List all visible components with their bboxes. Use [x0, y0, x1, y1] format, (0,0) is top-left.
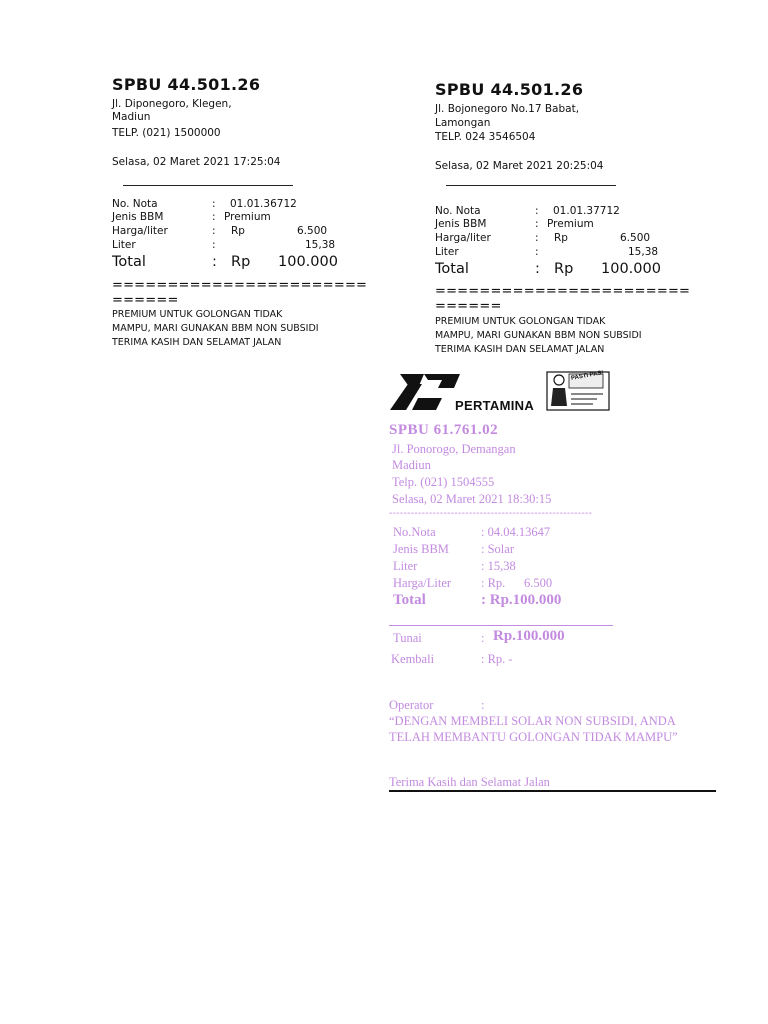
receipt-2-bbm-value: Premium [547, 218, 594, 230]
receipt-2-total-label: Total [435, 261, 469, 277]
receipt-1-harga-colon: : [212, 225, 216, 237]
receipt-3-tunai-value: Rp.100.000 [493, 628, 565, 644]
receipt-1-nota-colon: : [212, 198, 216, 210]
receipt-1-separator [123, 185, 293, 186]
receipt-1-liter-value: 15,38 [305, 239, 336, 251]
receipt-1-address-line2: Madiun [112, 111, 151, 123]
receipt-2-equals-line2: ====== [435, 299, 502, 314]
receipt-2-harga-colon: : [535, 232, 539, 244]
receipt-3-bottom-line [389, 790, 716, 792]
receipt-1-nota-value: 01.01.36712 [230, 198, 297, 210]
receipt-2-nota-colon: : [535, 205, 539, 217]
receipt-1-liter-label: Liter [112, 239, 136, 251]
receipt-2-nota-label: No. Nota [435, 205, 481, 217]
receipt-3-kembali-value: : Rp. - [481, 652, 513, 666]
receipt-2-message-line3: TERIMA KASIH DAN SELAMAT JALAN [435, 344, 605, 355]
receipt-3-operator-colon: : [481, 698, 485, 712]
receipt-3-quote-line2: TELAH MEMBANTU GOLONGAN TIDAK MAMPU” [389, 730, 678, 744]
receipt-2-harga-label: Harga/liter [435, 232, 491, 244]
pasti-pas-text: PASTI PAS! [570, 370, 605, 382]
receipt-3-title: SPBU 61.761.02 [389, 422, 499, 438]
receipt-2-message-line1: PREMIUM UNTUK GOLONGAN TIDAK [435, 316, 606, 327]
receipt-3-address-line1: Jl. Ponorogo, Demangan [392, 442, 516, 456]
receipt-3-harga-value: : Rp. 6.500 [481, 576, 553, 590]
receipt-1-liter-colon: : [212, 239, 216, 251]
receipt-2-address-line1: Jl. Bojonegoro No.17 Babat, [435, 103, 580, 115]
receipt-3-bbm-label: Jenis BBM [393, 542, 449, 556]
receipt-2-telp: TELP. 024 3546504 [435, 131, 536, 143]
receipt-1-bbm-colon: : [212, 211, 216, 223]
receipt-2-total-value: 100.000 [601, 261, 661, 277]
receipt-3-kembali-label: Kembali [391, 652, 435, 666]
receipt-1-harga-value: 6.500 [297, 225, 328, 237]
receipt-1-equals-line2: ====== [112, 293, 179, 308]
receipt-2-address-line2: Lamongan [435, 117, 491, 129]
receipt-1-telp: TELP. (021) 1500000 [112, 127, 221, 139]
receipt-1-total-rp: Rp [231, 254, 251, 270]
receipt-1-bbm-value: Premium [224, 211, 271, 223]
receipt-2-harga-rp: Rp [554, 232, 568, 244]
receipt-1-message-line2: MAMPU, MARI GUNAKAN BBM NON SUBSIDI [112, 323, 319, 334]
receipt-3-total-value: : Rp.100.000 [481, 592, 562, 608]
receipt-2-separator [446, 185, 616, 186]
receipt-1-title: SPBU 44.501.26 [112, 75, 261, 94]
receipt-2-total-colon: : [535, 261, 540, 277]
receipt-3-bbm-value: : Solar [481, 542, 514, 556]
pertamina-brand-text: PERTAMINA [455, 398, 535, 413]
receipt-1-message-line3: TERIMA KASIH DAN SELAMAT JALAN [112, 337, 282, 348]
receipt-3-address-line2: Madiun [392, 458, 431, 472]
receipt-3-dashed-separator: -------------------------------------------------------- [389, 508, 593, 519]
receipt-3-total-label: Total [393, 592, 426, 608]
receipt-3-tunai-label: Tunai [393, 631, 422, 645]
receipt-3-nota-label: No.Nota [393, 525, 436, 539]
receipt-2-liter-colon: : [535, 246, 539, 258]
receipt-2-total-rp: Rp [554, 261, 574, 277]
receipt-1-datetime: Selasa, 02 Maret 2021 17:25:04 [112, 156, 281, 168]
receipt-1-harga-rp: Rp [231, 225, 245, 237]
receipt-3-quote-line1: “DENGAN MEMBELI SOLAR NON SUBSIDI, ANDA [389, 714, 676, 728]
receipt-3-liter-label: Liter [393, 559, 418, 573]
receipt-1-bbm-label: Jenis BBM [112, 211, 164, 223]
receipt-2-nota-value: 01.01.37712 [553, 205, 620, 217]
receipt-2-harga-value: 6.500 [620, 232, 651, 244]
receipt-1-total-label: Total [112, 254, 146, 270]
receipt-2-equals-line1: ======================= [435, 284, 691, 299]
receipt-3-liter-value: : 15,38 [481, 559, 516, 573]
receipt-2-title: SPBU 44.501.26 [435, 80, 584, 99]
receipt-1-message-line1: PREMIUM UNTUK GOLONGAN TIDAK [112, 309, 283, 320]
receipt-2-message-line2: MAMPU, MARI GUNAKAN BBM NON SUBSIDI [435, 330, 642, 341]
receipt-1-total-colon: : [212, 254, 217, 270]
receipt-3-telp: Telp. (021) 1504555 [392, 475, 495, 489]
receipt-1-harga-label: Harga/liter [112, 225, 168, 237]
receipt-2-bbm-colon: : [535, 218, 539, 230]
receipt-3-tunai-colon: : [481, 631, 485, 645]
receipt-1-nota-label: No. Nota [112, 198, 158, 210]
receipt-2-liter-value: 15,38 [628, 246, 659, 258]
receipt-3-separator [389, 625, 613, 626]
receipt-3-harga-label: Harga/Liter [393, 576, 452, 590]
receipt-3-operator-label: Operator [389, 698, 434, 712]
receipt-2-liter-label: Liter [435, 246, 459, 258]
receipt-2-bbm-label: Jenis BBM [435, 218, 487, 230]
receipt-1-total-value: 100.000 [278, 254, 338, 270]
receipt-1-address-line1: Jl. Diponegoro, Klegen, [112, 98, 232, 110]
receipt-3-thanks: Terima Kasih dan Selamat Jalan [389, 775, 550, 789]
receipt-3-nota-value: : 04.04.13647 [481, 525, 551, 539]
receipt-2-datetime: Selasa, 02 Maret 2021 20:25:04 [435, 160, 604, 172]
receipt-1-equals-line1: ======================= [112, 278, 368, 293]
receipt-3-datetime: Selasa, 02 Maret 2021 18:30:15 [392, 492, 552, 506]
